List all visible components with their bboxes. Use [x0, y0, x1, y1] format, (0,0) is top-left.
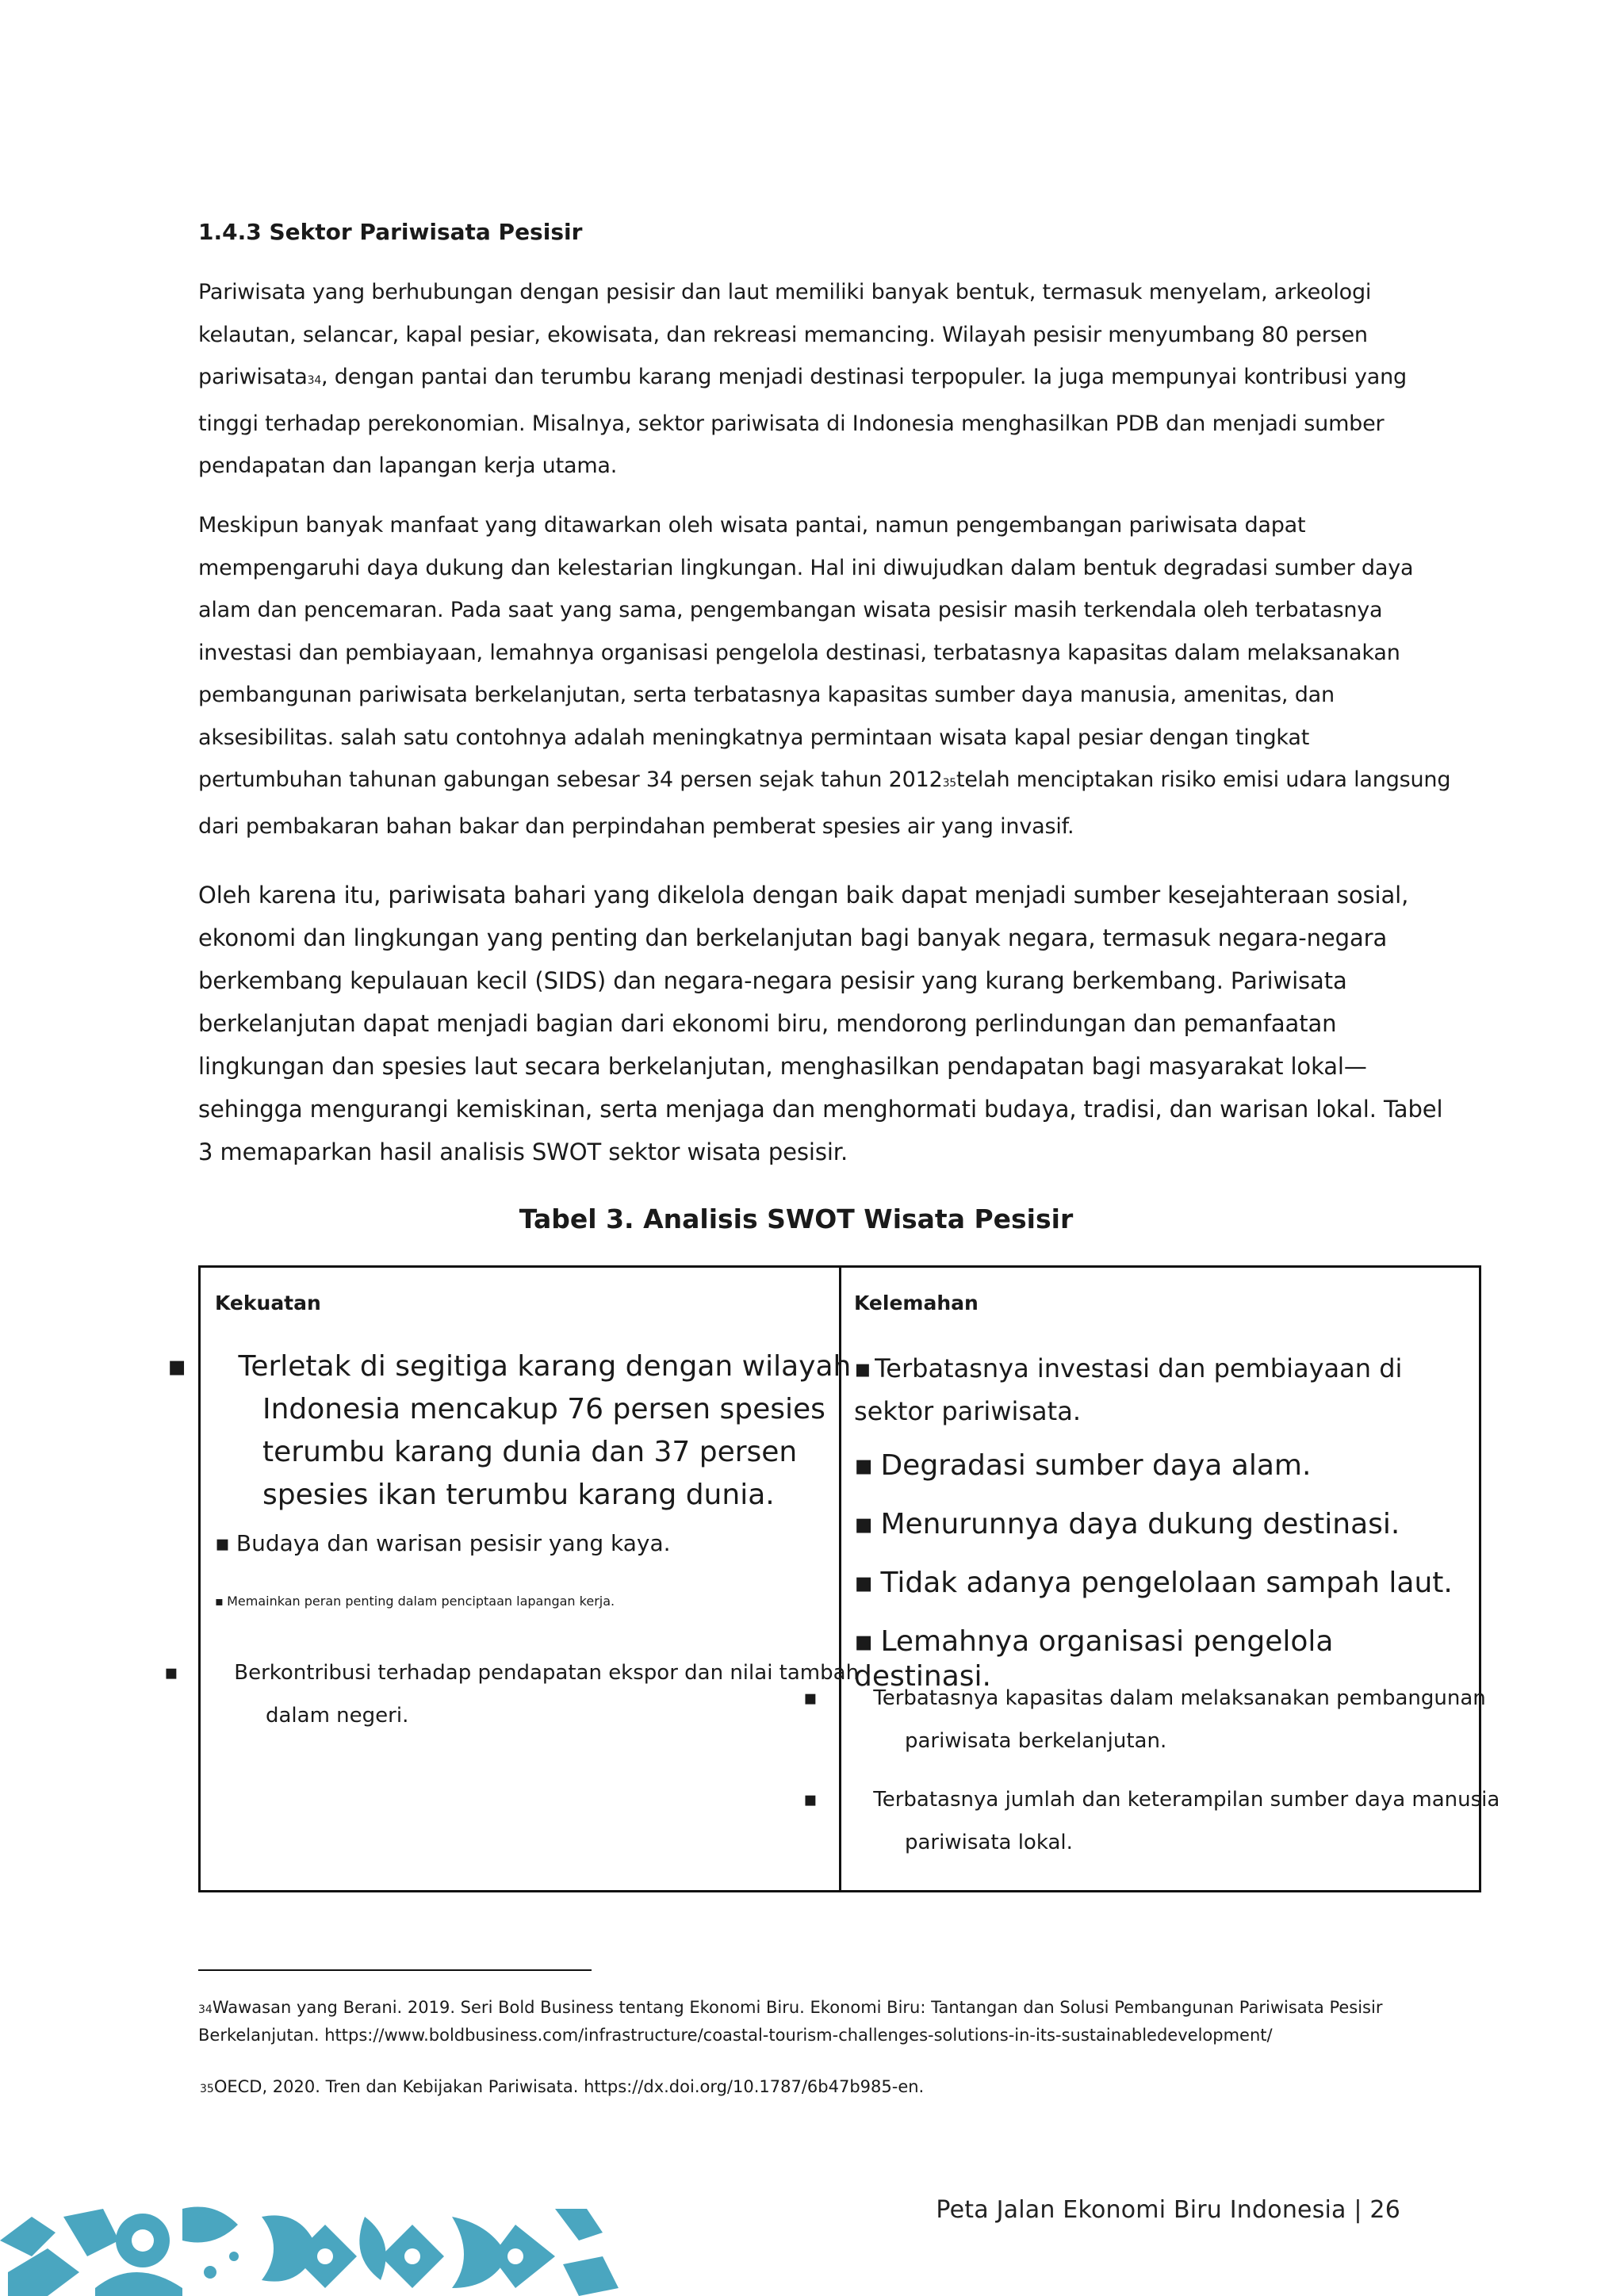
weakness-item: ▪ Tidak adanya pengelolaan sampah laut.: [854, 1567, 1453, 1599]
bullet-icon: ▪: [854, 1508, 874, 1540]
batik-ornament-icon: [0, 2193, 626, 2296]
paragraph-1: Pariwisata yang berhubungan dengan pesisir dan laut memiliki banyak bentuk, termasuk menyelam, arkeologi kelautan, selancar, kapal pesiar, ekowisata, dan rekreasi memancing. Wilayah pesisir menyumbang 80 persen pariwisata34, dengan pantai dan terumbu karang menjadi destinasi terpopuler. Ia juga mempunyai kontribusi yang tinggi terhadap perekonomian. Misalnya, sektor pariwisata di Indonesia menghasilkan PDB dan menjadi sumber pendapatan dan lapangan kerja utama.: [198, 280, 1407, 478]
bullet-icon: ▪: [854, 1353, 871, 1383]
swot-table: [164, 1265, 1500, 1892]
strength-item: ▪ Berkontribusi terhadap pendapatan ekspor dan nilai tambah dalam negeri.: [215, 1651, 876, 1737]
bullet-icon: ▪: [854, 1567, 874, 1599]
footnote-35: 35OECD, 2020. Tren dan Kebijakan Pariwisata. https://dx.doi.org/10.1787/6b47b985-en.: [200, 2077, 925, 2096]
weakness-item: ▪ Terbatasnya jumlah dan keterampilan sumber daya manusia pariwisata lokal.: [854, 1778, 1531, 1864]
weaknesses-header: Kelemahan: [854, 1292, 979, 1314]
bullet-icon: ▪: [215, 1530, 230, 1556]
strengths-column: [164, 1268, 860, 1890]
weakness-item: ▪ Lemahnya organisasi pengelola destinasi.: [854, 1625, 1334, 1693]
footnote-divider: [198, 1969, 592, 1971]
bullet-icon: ▪: [854, 1449, 874, 1482]
bullet-icon: ▪: [854, 1625, 874, 1658]
weakness-item: ▪ Terbatasnya investasi dan pembiayaan di sektor pariwisata.: [854, 1347, 1480, 1433]
strength-item: ▪ Terletak di segitiga karang dengan wilayah Indonesia mencakup 76 persen spesies terumbu karang dunia dan 37 persen spesies ikan terumbu karang dunia.: [215, 1345, 865, 1517]
weakness-item: ▪ Terbatasnya kapasitas dalam melaksanakan pembangunan pariwisata berkelanjutan.: [854, 1677, 1531, 1762]
weaknesses-column: [803, 1268, 1500, 1890]
strength-item: ▪ Memainkan peran penting dalam penciptaan lapangan kerja.: [215, 1594, 615, 1609]
footnote-number: 35: [200, 2083, 214, 2095]
section-heading: 1.4.3 Sektor Pariwisata Pesisir: [198, 219, 583, 245]
weakness-item: ▪ Menurunnya daya dukung destinasi.: [854, 1508, 1400, 1540]
footnote-34: 34Wawasan yang Berani. 2019. Seri Bold Business tentang Ekonomi Biru. Ekonomi Biru: Tantangan dan Solusi Pembangunan Pariwisata Pesisir Berkelanjutan. https://www.boldbusiness.com/infrastructure/coastal-tourism-challenges-solutions-in-its-sustainabledevelopment/: [198, 1998, 1383, 2045]
table-title: Tabel 3. Analisis SWOT Wisata Pesisir: [519, 1203, 1074, 1234]
bullet-icon: ▪: [215, 1594, 224, 1609]
weakness-item: ▪ Degradasi sumber daya alam.: [854, 1449, 1312, 1482]
paragraph-2: Meskipun banyak manfaat yang ditawarkan oleh wisata pantai, namun pengembangan pariwisata dapat mempengaruhi daya dukung dan kelestarian lingkungan. Hal ini diwujudkan dalam bentuk degradasi sumber daya alam dan pencemaran. Pada saat yang sama, pengembangan wisata pesisir masih terkendala oleh terbatasnya investasi dan pembiayaan, lemahnya organisasi pengelola destinasi, terbatasnya kapasitas dalam melaksanakan pembangunan pariwisata berkelanjutan, serta terbatasnya kapasitas sumber daya manusia, amenitas, dan aksesibilitas. salah satu contohnya adalah meningkatnya permintaan wisata kapal pesiar dengan tingkat pertumbuhan tahunan gabungan sebesar 34 persen sejak tahun 201235telah menciptakan risiko emisi udara langsung dari pembakaran bahan bakar dan perpindahan pemberat spesies air yang invasif.: [198, 513, 1451, 839]
strengths-header: Kekuatan: [215, 1292, 321, 1314]
bullet-icon: ▪: [803, 1788, 818, 1812]
page-footer: Peta Jalan Ekonomi Biru Indonesia | 26: [936, 2196, 1400, 2224]
footnote-ref-34[interactable]: 34: [307, 374, 322, 387]
bullet-icon: ▪: [803, 1686, 818, 1710]
footnote-ref-35[interactable]: 35: [942, 777, 957, 790]
bullet-icon: ▪: [167, 1350, 187, 1383]
paragraph-3: Oleh karena itu, pariwisata bahari yang dikelola dengan baik dapat menjadi sumber kesejahteraan sosial, ekonomi dan lingkungan yang penting dan berkelanjutan bagi banyak negara, termasuk negara-negara berkembang kepulauan kecil (SIDS) dan negara-negara pesisir yang kurang berkembang. Pariwisata berkelanjutan dapat menjadi bagian dari ekonomi biru, mendorong perlindungan dan pemanfaatan lingkungan dan spesies laut secara berkelanjutan, menghasilkan pendapatan bagi masyarakat lokal—sehingga mengurangi kemiskinan, serta menjaga dan menghormati budaya, tradisi, dan warisan lokal. Tabel 3 memaparkan hasil analisis SWOT sektor wisata pesisir.: [198, 882, 1443, 1165]
strength-item: ▪ Budaya dan warisan pesisir yang kaya.: [215, 1528, 671, 1559]
footnote-number: 34: [198, 2003, 213, 2016]
bullet-icon: ▪: [164, 1661, 178, 1685]
